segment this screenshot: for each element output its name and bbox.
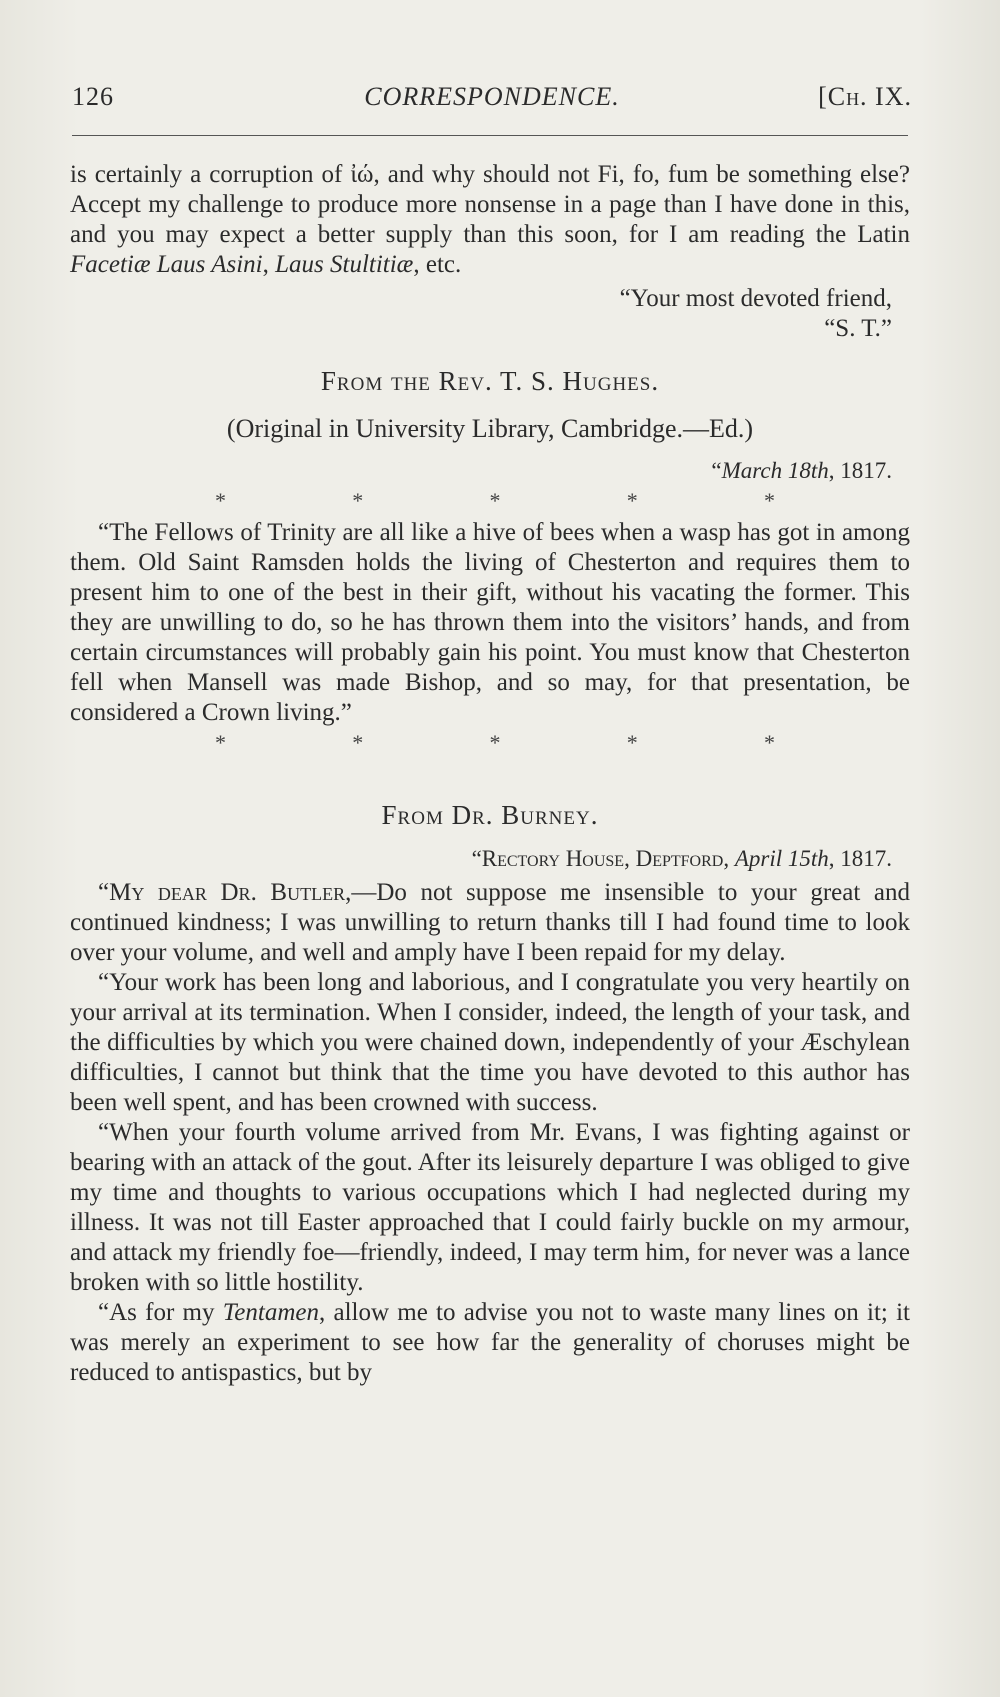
page-body: [70, 160, 910, 1388]
asterisk: *: [489, 488, 501, 513]
letter-address-burney: “Rectory House, Deptford, April 15th, 1817.: [471, 846, 892, 871]
letter-paragraph: “When your fourth volume arrived from Mr. Evans, I was fighting against or bearing with an attack of the gout. After its leisurely departure I was obliged to give my time and thoughts to various occupations which I had neglected during my illness. It was not till Easter approached that I could fairly buckle on my armour, and attack my friendly foe—friendly, indeed, I may term him, for never was a lance broken with so little hostility.: [70, 1119, 910, 1296]
letter-heading-hughes: From the Rev. T. S. Hughes.: [320, 366, 660, 396]
editor-note: (Original in University Library, Cambridge.—Ed.): [226, 414, 754, 443]
asterisk: *: [626, 488, 638, 513]
header-rule: [72, 135, 908, 136]
asterisk: *: [215, 488, 226, 513]
asterisk: *: [764, 730, 775, 755]
letter-signature: “S. T.”: [824, 315, 892, 342]
letter-paragraph: “My dear Dr. Butler,—Do not suppose me insensible to your great and continued kindness; I was unwilling to return thanks till I had found time to look over your volume, and well and amply have I been repaid for my delay.: [70, 879, 910, 966]
continuation-paragraph: is certainly a corruption of ἰώ, and why should not Fi, fo, fum be something else? Accept my challenge to produce more nonsense in a page than I have done in this, and you may expect a better supply than this soon, for I am reading the Latin Facetiæ Laus Asini, Laus Stultitiæ, etc.: [70, 161, 910, 278]
letter-paragraph: “As for my Tentamen, allow me to advise you not to waste many lines on it; it was merely an experiment to see how far the generality of choruses might be reduced to antispastics, but by: [70, 1299, 910, 1386]
asterisk: *: [626, 730, 638, 755]
page-header: [72, 80, 912, 120]
asterisk: *: [215, 730, 226, 755]
asterisk-separator: [70, 486, 910, 516]
letter-closing: “Your most devoted friend,: [619, 285, 892, 312]
letter-heading-burney: From Dr. Burney.: [381, 800, 599, 830]
asterisk: *: [764, 488, 775, 513]
asterisk-separator: [70, 728, 910, 758]
asterisk: *: [352, 488, 364, 513]
letter-date-hughes: “March 18th, 1817.: [711, 458, 892, 483]
letter-text-hughes: “The Fellows of Trinity are all like a hive of bees when a wasp has got in among them. Old Saint Ramsden holds the living of Chesterton and requires them to present him to one of the best in their gift, without his vacating the former. This they are unwilling to do, so he has thrown them into the visitors’ hands, and from certain circumstances will probably gain his point. You must know that Chesterton fell when Mansell was made Bishop, and so may, for that presentation, be considered a Crown living.”: [70, 519, 910, 726]
chapter-marker: [Ch. IX.: [818, 82, 912, 111]
asterisk: *: [352, 730, 364, 755]
page-number: 126: [72, 82, 114, 111]
running-title: CORRESPONDENCE.: [364, 82, 620, 111]
asterisk: *: [489, 730, 501, 755]
letter-paragraph: “Your work has been long and laborious, and I congratulate you very heartily on your arrival at its termination. When I consider, indeed, the length of your task, and the difficulties by which you were chained down, independently of your Æschylean difficulties, I cannot but think that the time you have devoted to this author has been well spent, and has been crowned with success.: [70, 969, 910, 1116]
